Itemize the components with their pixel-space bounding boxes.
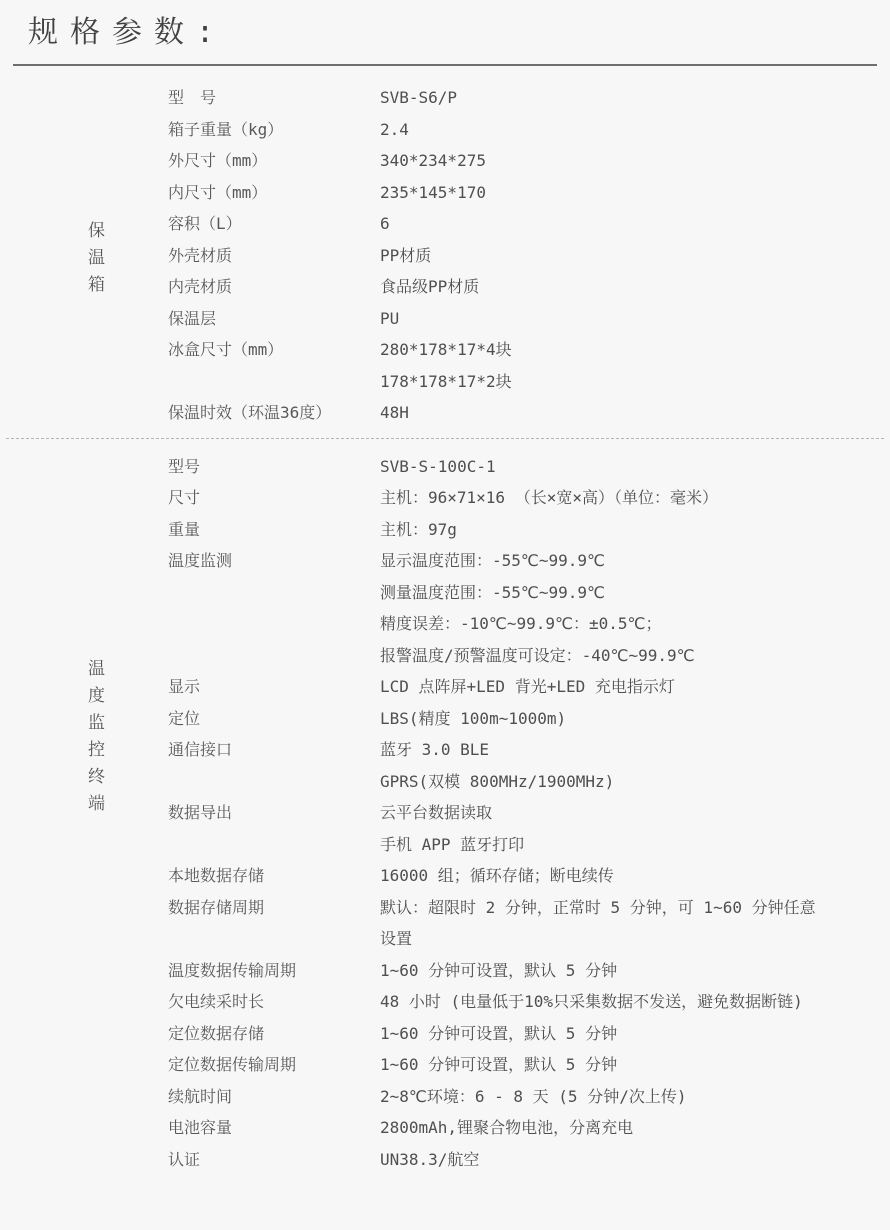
spec-value: 测量温度范围：-55℃~99.9℃ [380, 582, 606, 602]
spec-value: 设置 [380, 929, 413, 948]
spec-value: 340*234*275 [380, 151, 486, 170]
spec-name: 保温层 [168, 308, 217, 328]
row-battery-capacity [168, 1112, 890, 1144]
spec-name: 通信接口 [168, 740, 233, 759]
spec-name: 显示 [168, 677, 201, 696]
spec-rows [168, 451, 890, 1176]
row-liner-material [168, 271, 890, 303]
section-cooler-box [0, 82, 890, 429]
row-model [168, 451, 890, 483]
spec-name: 外尺寸（mm） [168, 151, 268, 170]
row-battery-life [168, 1081, 890, 1113]
spec-value: 235*145*170 [380, 182, 486, 202]
page-title: 规格参数: [28, 15, 227, 50]
row-local-storage [168, 860, 890, 892]
spec-value: 手机 APP 蓝牙打印 [380, 834, 525, 854]
spec-value: 6 [380, 214, 390, 233]
spec-name: 尺寸 [168, 488, 201, 507]
spec-value: 280*178*17*4块 [380, 340, 512, 359]
group-column [0, 451, 168, 1176]
section-temp-monitor-terminal [0, 451, 890, 1176]
spec-name: 定位 [168, 708, 201, 728]
row-positioning [168, 703, 890, 735]
title-rule [13, 64, 877, 66]
spec-value: 主机：96×71×16 （长×宽×高）（单位：毫米） [380, 488, 718, 507]
spec-name: 认证 [168, 1149, 201, 1169]
spec-value: 显示温度范围：-55℃~99.9℃ [380, 551, 606, 570]
spec-name: 型 号 [168, 88, 217, 107]
spec-name: 本地数据存储 [168, 866, 265, 885]
spec-name: 容积（L） [168, 214, 242, 233]
spec-value: PU [380, 308, 400, 328]
spec-name: 冰盒尺寸（mm） [168, 340, 284, 359]
spec-value: 食品级PP材质 [380, 277, 480, 296]
spec-value: LBS(精度 100m~1000m) [380, 708, 567, 728]
spec-value: PP材质 [380, 245, 432, 265]
spec-value: GPRS(双模 800MHz/1900MHz) [380, 771, 615, 791]
spec-name: 外壳材质 [168, 245, 233, 265]
spec-name: 保温时效（环温36度） [168, 403, 332, 422]
spec-value: 1~60 分钟可设置，默认 5 分钟 [380, 960, 618, 980]
spec-value: 报警温度/预警温度可设定：-40℃~99.9℃ [380, 645, 695, 665]
spec-value: SVB-S6/P [380, 88, 458, 107]
row-inner-size [168, 177, 890, 209]
spec-value: 1~60 分钟可设置，默认 5 分钟 [380, 1055, 618, 1074]
group-label-cooler-box: 保温箱 [88, 221, 105, 295]
spec-value: SVB-S-100C-1 [380, 456, 496, 476]
spec-name: 型号 [168, 456, 201, 476]
spec-value: 精度误差：-10℃~99.9℃：±0.5℃； [380, 614, 662, 633]
row-weight [168, 514, 890, 546]
row-model [168, 82, 890, 114]
spec-value: 16000 组；循环存储；断电续传 [380, 866, 614, 885]
row-insulation-duration [168, 397, 890, 429]
spec-name: 定位数据存储 [168, 1023, 265, 1043]
spec-name: 数据导出 [168, 803, 233, 822]
spec-value: LCD 点阵屏+LED 背光+LED 充电指示灯 [380, 677, 675, 696]
row-data-export [168, 797, 890, 860]
spec-value: 2800mAh,锂聚合物电池，分离充电 [380, 1118, 634, 1137]
spec-value: 178*178*17*2块 [380, 371, 512, 391]
spec-name: 温度数据传输周期 [168, 960, 297, 980]
row-location-transmit-interval [168, 1049, 890, 1081]
row-shell-material [168, 240, 890, 272]
row-box-weight [168, 114, 890, 146]
row-ice-box-size [168, 334, 890, 397]
spec-rows [168, 82, 890, 429]
row-size [168, 482, 890, 514]
spec-value: 2~8℃环境：6 - 8 天 (5 分钟/次上传) [380, 1086, 687, 1106]
row-outer-size [168, 145, 890, 177]
spec-value: 48 小时 (电量低于10%只采集数据不发送，避免数据断链) [380, 992, 803, 1011]
spec-value: 2.4 [380, 119, 409, 139]
spec-name: 欠电续采时长 [168, 992, 265, 1011]
spec-name: 内尺寸（mm） [168, 182, 268, 202]
row-storage-interval [168, 892, 890, 955]
row-volume [168, 208, 890, 240]
row-location-storage [168, 1018, 890, 1050]
spec-value: 默认：超限时 2 分钟，正常时 5 分钟，可 1~60 分钟任意 [380, 897, 816, 917]
spec-name: 电池容量 [168, 1118, 233, 1137]
spec-value: 主机：97g [380, 519, 457, 539]
group-column [0, 82, 168, 429]
spec-name: 定位数据传输周期 [168, 1055, 297, 1074]
row-insulation-layer [168, 303, 890, 335]
row-temp-monitoring [168, 545, 890, 671]
spec-name: 箱子重量（kg） [168, 119, 284, 139]
row-display [168, 671, 890, 703]
spec-name: 温度监测 [168, 551, 233, 570]
row-certification [168, 1144, 890, 1176]
spec-name: 续航时间 [168, 1086, 233, 1106]
spec-name: 重量 [168, 519, 201, 539]
section-divider [6, 438, 884, 439]
spec-value: 48H [380, 403, 409, 422]
row-temp-transmit-interval [168, 955, 890, 987]
spec-value: UN38.3/航空 [380, 1149, 480, 1169]
spec-value: 1~60 分钟可设置，默认 5 分钟 [380, 1023, 618, 1043]
row-comm-interface [168, 734, 890, 797]
row-low-battery-duration [168, 986, 890, 1018]
group-label-temp-monitor-terminal: 温度监控终端 [88, 658, 105, 814]
spec-name: 内壳材质 [168, 277, 233, 296]
spec-value: 蓝牙 3.0 BLE [380, 740, 490, 759]
spec-value: 云平台数据读取 [380, 803, 493, 822]
spec-name: 数据存储周期 [168, 897, 265, 917]
